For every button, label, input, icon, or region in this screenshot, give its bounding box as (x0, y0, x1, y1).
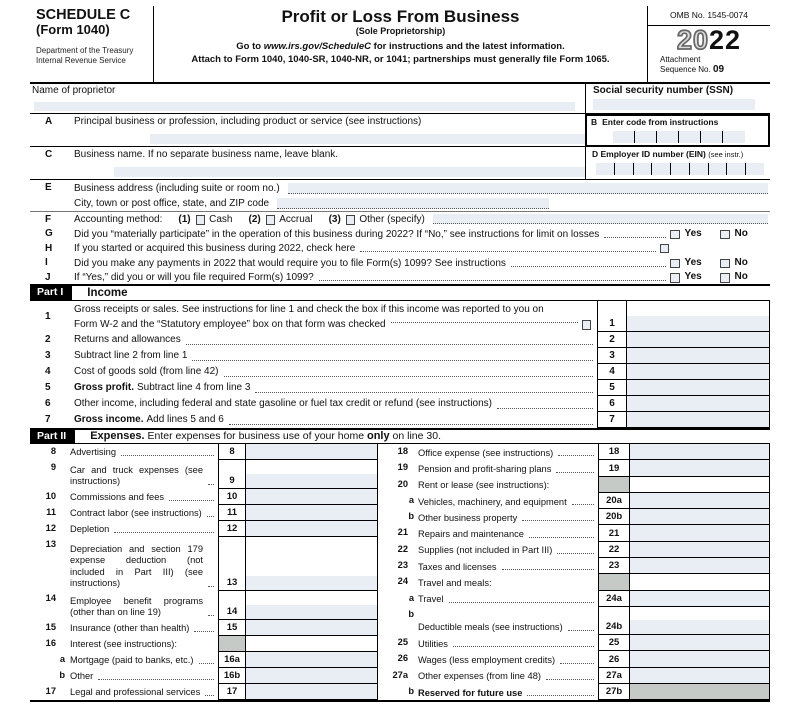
expense-line-13: 13 Depreciation and section 179 expense deduction (not included in Part III) (see instructions) 13 (30, 537, 378, 591)
line-5-number-box: 5 (597, 380, 627, 396)
line-23-amount-field[interactable] (630, 558, 770, 574)
expense-line-21: 21 Repairs and maintenance 21 (378, 525, 770, 541)
line-27a-amount-field[interactable] (630, 668, 770, 684)
form-number-label: (Form 1040) (36, 22, 110, 37)
expense-line-15: 15 Insurance (other than health) 15 (30, 620, 378, 636)
line-18-number-box: 18 (598, 444, 630, 460)
expense-line-22: 22 Supplies (not included in Part III) 22 (378, 542, 770, 558)
part-1-title: Income (87, 286, 128, 299)
line-J-letter: J (45, 271, 51, 283)
line-27b-number-box: 27b (598, 684, 630, 700)
line-H-checkbox[interactable] (660, 244, 670, 254)
line-12-number-box: 12 (218, 521, 246, 537)
expense-line-20b: b Other business property 20b (378, 509, 770, 525)
line-25-number-box: 25 (598, 635, 630, 651)
line-13-number-box: 13 (218, 537, 246, 591)
omb-year-block (648, 6, 770, 82)
line-27b-reserved-area (630, 684, 770, 700)
part-1-badge: Part I (30, 285, 72, 300)
line-6-number-box: 6 (597, 396, 627, 412)
tax-year: 2022 (676, 25, 742, 55)
other-method-specify-field[interactable] (433, 214, 768, 224)
line-F-row: F Accounting method: (1) Cash (2) Accrual (3) Other (specify) (30, 211, 770, 226)
expense-line-11: 11 Contract labor (see instructions) 11 (30, 505, 378, 521)
department-line-2: Internal Revenue Service (36, 55, 126, 65)
line-1-number-box: 1 (597, 301, 627, 332)
line-14-number-box: 14 (218, 591, 246, 620)
line-21-number-box: 21 (598, 525, 630, 541)
irs-schedulec-link[interactable]: www.irs.gov/ScheduleC (263, 41, 372, 52)
income-line-5: 5 Gross profit. Subtract line 4 from line 3 5 (30, 380, 770, 396)
expense-line-24a: a Travel 24a (378, 591, 770, 607)
expense-line-8: 8 Advertising 8 (30, 444, 378, 460)
schedule-label: SCHEDULE C (36, 7, 131, 23)
line-24a-number-box: 24a (598, 591, 630, 607)
line-H-text: If you started or acquired this business during 2022, check here (74, 243, 356, 254)
ssn-field[interactable] (585, 84, 770, 113)
line-15-number-box: 15 (218, 620, 246, 636)
line-F-letter: F (45, 214, 52, 225)
line-G-row: G Did you “materially participate” in the operation of this business during 2022? If “No,” see instructions for limit on losses Yes No (30, 226, 770, 241)
line-27a-number-box: 27a (598, 668, 630, 684)
line-J-yes-checkbox[interactable] (670, 273, 680, 283)
line-18-amount-field[interactable] (630, 444, 770, 460)
line-I-no-checkbox[interactable] (720, 259, 730, 269)
form-id-block (30, 6, 154, 82)
line-A-letter: A (45, 116, 53, 127)
line-I-letter: I (45, 257, 48, 268)
line-16a-number-box: 16a (218, 652, 246, 668)
line-24-shaded-box (598, 574, 630, 590)
line-9-number-box: 9 (218, 460, 246, 489)
line-G-no-checkbox[interactable] (720, 230, 730, 240)
line-16-shaded-box (218, 636, 246, 652)
part-2-badge: Part II (30, 429, 75, 444)
line-H-row (30, 241, 770, 256)
line-8-number-box: 8 (218, 444, 246, 460)
line-3-number-box: 3 (597, 348, 627, 364)
business-address-label: Business address (including suite or room no.) (74, 183, 280, 194)
income-line-2: 2 Returns and allowances 2 (30, 332, 770, 348)
line-12-amount-field[interactable] (246, 521, 378, 537)
expense-line-20: 20 Rent or lease (see instructions): (378, 477, 770, 493)
attach-instruction: Attach to Form 1040, 1040-SR, 1040-NR, or 1041; partnerships must generally file Form 1065. (191, 54, 610, 65)
accrual-method-label: Accrual (279, 213, 313, 225)
line-J-no-checkbox[interactable] (720, 273, 730, 283)
line-20a-number-box: 20a (598, 493, 630, 509)
income-line-7: 7 Gross income. Add lines 5 and 6 7 (30, 412, 770, 428)
line-1-amount-field[interactable] (627, 301, 770, 332)
line-A-row (30, 113, 770, 146)
expense-line-26: 26 Wages (less employment credits) 26 (378, 651, 770, 667)
line-7-number-box: 7 (597, 412, 627, 428)
statutory-employee-checkbox[interactable] (582, 320, 592, 330)
goto-instructions: Go to www.irs.gov/ScheduleC for instructions and the latest information. (236, 41, 565, 52)
line-17-amount-field[interactable] (246, 684, 378, 700)
expense-line-14: 14 Employee benefit programs (other than on line 19) 14 (30, 591, 378, 620)
other-method-label: Other (specify) (359, 213, 425, 225)
line-26-amount-field[interactable] (630, 651, 770, 667)
line-9-amount-field[interactable] (246, 460, 378, 489)
line-I-yes-checkbox[interactable] (670, 259, 680, 269)
line-25-amount-field[interactable] (630, 635, 770, 651)
expenses-right-column (378, 444, 770, 700)
part-2-header (30, 428, 770, 445)
line-24b-amount-field[interactable] (630, 607, 770, 635)
line-4-amount-field[interactable] (627, 364, 770, 380)
line-11-number-box: 11 (218, 505, 246, 521)
cash-method-label: Cash (209, 213, 233, 225)
line-E-row (30, 179, 770, 211)
line-10-number-box: 10 (218, 489, 246, 505)
line-I-text: Did you make any payments in 2022 that would require you to file Form(s) 1099? See instructions (74, 257, 506, 269)
expense-line-16b: b Other 16b (30, 668, 378, 684)
accounting-method-label: Accounting method: (74, 213, 163, 225)
line-24b-number-box: 24b (598, 607, 630, 635)
ssn-label: Social security number (SSN) (593, 85, 734, 96)
line-15-amount-field[interactable] (246, 620, 378, 636)
line-6-amount-field[interactable] (627, 396, 770, 412)
code-box-b[interactable]: B Enter code from instructions (585, 114, 770, 147)
line-16-blank-area (246, 636, 378, 652)
line-22-number-box: 22 (598, 542, 630, 558)
expense-line-20a: a Vehicles, machinery, and equipment 20a (378, 493, 770, 509)
line-20-shaded-box (598, 477, 630, 493)
line-1-text: Gross receipts or sales. See instructions for line 1 and check the box if this income was reported to you on (74, 303, 544, 315)
line-26-number-box: 26 (598, 651, 630, 667)
line-24a-amount-field[interactable] (630, 591, 770, 607)
business-code-box (585, 114, 770, 146)
income-line-6: 6 Other income, including federal and state gasoline or fuel tax credit or refund (see instructions) 6 (30, 396, 770, 412)
expense-line-16: 16 Interest (see instructions): (30, 636, 378, 652)
line-I-row: I Did you make any payments in 2022 that would require you to file Form(s) 1099? See instructions Yes No (30, 255, 770, 270)
expense-line-27a: 27a Other expenses (from line 48) 27a (378, 668, 770, 684)
expense-line-17: 17 Legal and professional services 17 (30, 684, 378, 700)
attachment-sequence: Attachment Sequence No. 09 (660, 55, 725, 75)
line-C-letter: C (45, 149, 53, 160)
line-J-row: J If “Yes,” did you or will you file required Form(s) 1099? Yes No (30, 270, 770, 285)
part-2-title: Expenses. Enter expenses for business use of your home only on line 30. (90, 430, 441, 443)
line-8-amount-field[interactable] (246, 444, 378, 460)
expense-line-16a: a Mortgage (paid to banks, etc.) 16a (30, 652, 378, 668)
city-state-zip-label: City, town or post office, state, and ZIP code (74, 198, 270, 209)
expense-line-9: 9 Car and truck expenses (see instructions) 9 (30, 460, 378, 489)
line-13-amount-field[interactable] (246, 537, 378, 591)
expense-line-25: 25 Utilities 25 (378, 635, 770, 651)
expense-line-12: 12 Depletion 12 (30, 521, 378, 537)
form-title: Profit or Loss From Business (281, 7, 520, 26)
line-J-text: If “Yes,” did you or will you file required Form(s) 1099? (74, 272, 314, 283)
expenses-left-column (30, 444, 378, 700)
expense-line-24b: b Deductible meals (see instructions) 24b (378, 607, 770, 635)
cash-method-checkbox[interactable] (196, 215, 206, 225)
form-header (30, 6, 770, 84)
expense-line-18: 18 Office expense (see instructions) 18 (378, 444, 770, 460)
line-22-amount-field[interactable] (630, 542, 770, 558)
line-19-number-box: 19 (598, 460, 630, 476)
proprietor-row (30, 84, 770, 113)
line-20a-amount-field[interactable] (630, 493, 770, 509)
line-3-amount-field[interactable] (627, 348, 770, 364)
department-line-1: Department of the Treasury (36, 46, 134, 55)
line-10-amount-field[interactable] (246, 489, 378, 505)
expense-line-24: 24 Travel and meals: (378, 574, 770, 590)
expense-line-23: 23 Taxes and licenses 23 (378, 558, 770, 574)
part-1-header (30, 284, 770, 301)
line-C-row (30, 146, 770, 179)
line-19-amount-field[interactable] (630, 460, 770, 476)
expense-line-10: 10 Commissions and fees 10 (30, 489, 378, 505)
city-state-zip-field[interactable] (277, 198, 549, 209)
line-21-amount-field[interactable] (630, 525, 770, 541)
line-17-number-box: 17 (218, 684, 246, 700)
form-subtitle: (Sole Proprietorship) (355, 26, 446, 36)
line-2-number-box: 2 (597, 332, 627, 348)
expense-line-19: 19 Pension and profit-sharing plans 19 (378, 460, 770, 476)
line-E-letter: E (45, 182, 52, 193)
line-14-amount-field[interactable] (246, 591, 378, 620)
line-20b-number-box: 20b (598, 509, 630, 525)
line-23-number-box: 23 (598, 558, 630, 574)
line-20-blank-area (630, 477, 770, 493)
ein-comb[interactable] (596, 163, 764, 175)
line-4-number-box: 4 (597, 364, 627, 380)
principal-business-field[interactable]: Principal business or profession, including product or service (see instructions) (74, 114, 585, 146)
line-G-text: Did you “materially participate” in the operation of this business during 2022? If “No,” see instructions for limit on losses (74, 228, 600, 240)
line-G-letter: G (45, 228, 53, 239)
line-24-blank-area (630, 574, 770, 590)
expenses-table (30, 444, 770, 702)
line-H-letter: H (45, 242, 53, 254)
line-11-amount-field[interactable] (246, 505, 378, 521)
ein-box-d[interactable]: D Employer ID number (EIN) (see instr.) (585, 147, 770, 179)
line-7-amount-field[interactable] (627, 412, 770, 428)
line-5-amount-field[interactable] (627, 380, 770, 396)
line-16a-amount-field[interactable] (246, 652, 378, 668)
business-address-field[interactable] (288, 183, 768, 194)
omb-number: OMB No. 1545-0074 (648, 6, 770, 26)
income-line-3: 3 Subtract line 2 from line 1 3 (30, 348, 770, 364)
name-of-proprietor-field[interactable] (30, 84, 585, 113)
form-title-block (154, 6, 648, 82)
accrual-method-checkbox[interactable] (266, 215, 276, 225)
line-G-yes-checkbox[interactable] (670, 230, 680, 240)
line-16b-amount-field[interactable] (246, 668, 378, 684)
other-method-checkbox[interactable] (346, 215, 356, 225)
business-name-field[interactable]: Business name. If no separate business name, leave blank. (74, 147, 585, 179)
income-line-4: 4 Cost of goods sold (from line 42) 4 (30, 364, 770, 380)
income-line-1: 1 Gross receipts or sales. See instructions for line 1 and check the box if this income was reported to you on Form W-2 and the “Statutory employee” box on that form was checked 1 (30, 301, 770, 332)
expense-line-27b: b Reserved for future use 27b (378, 684, 770, 700)
line-2-amount-field[interactable] (627, 332, 770, 348)
name-of-proprietor-label: Name of proprietor (32, 85, 116, 96)
line-20b-amount-field[interactable] (630, 509, 770, 525)
business-code-comb[interactable] (613, 131, 745, 143)
line-16b-number-box: 16b (218, 668, 246, 684)
